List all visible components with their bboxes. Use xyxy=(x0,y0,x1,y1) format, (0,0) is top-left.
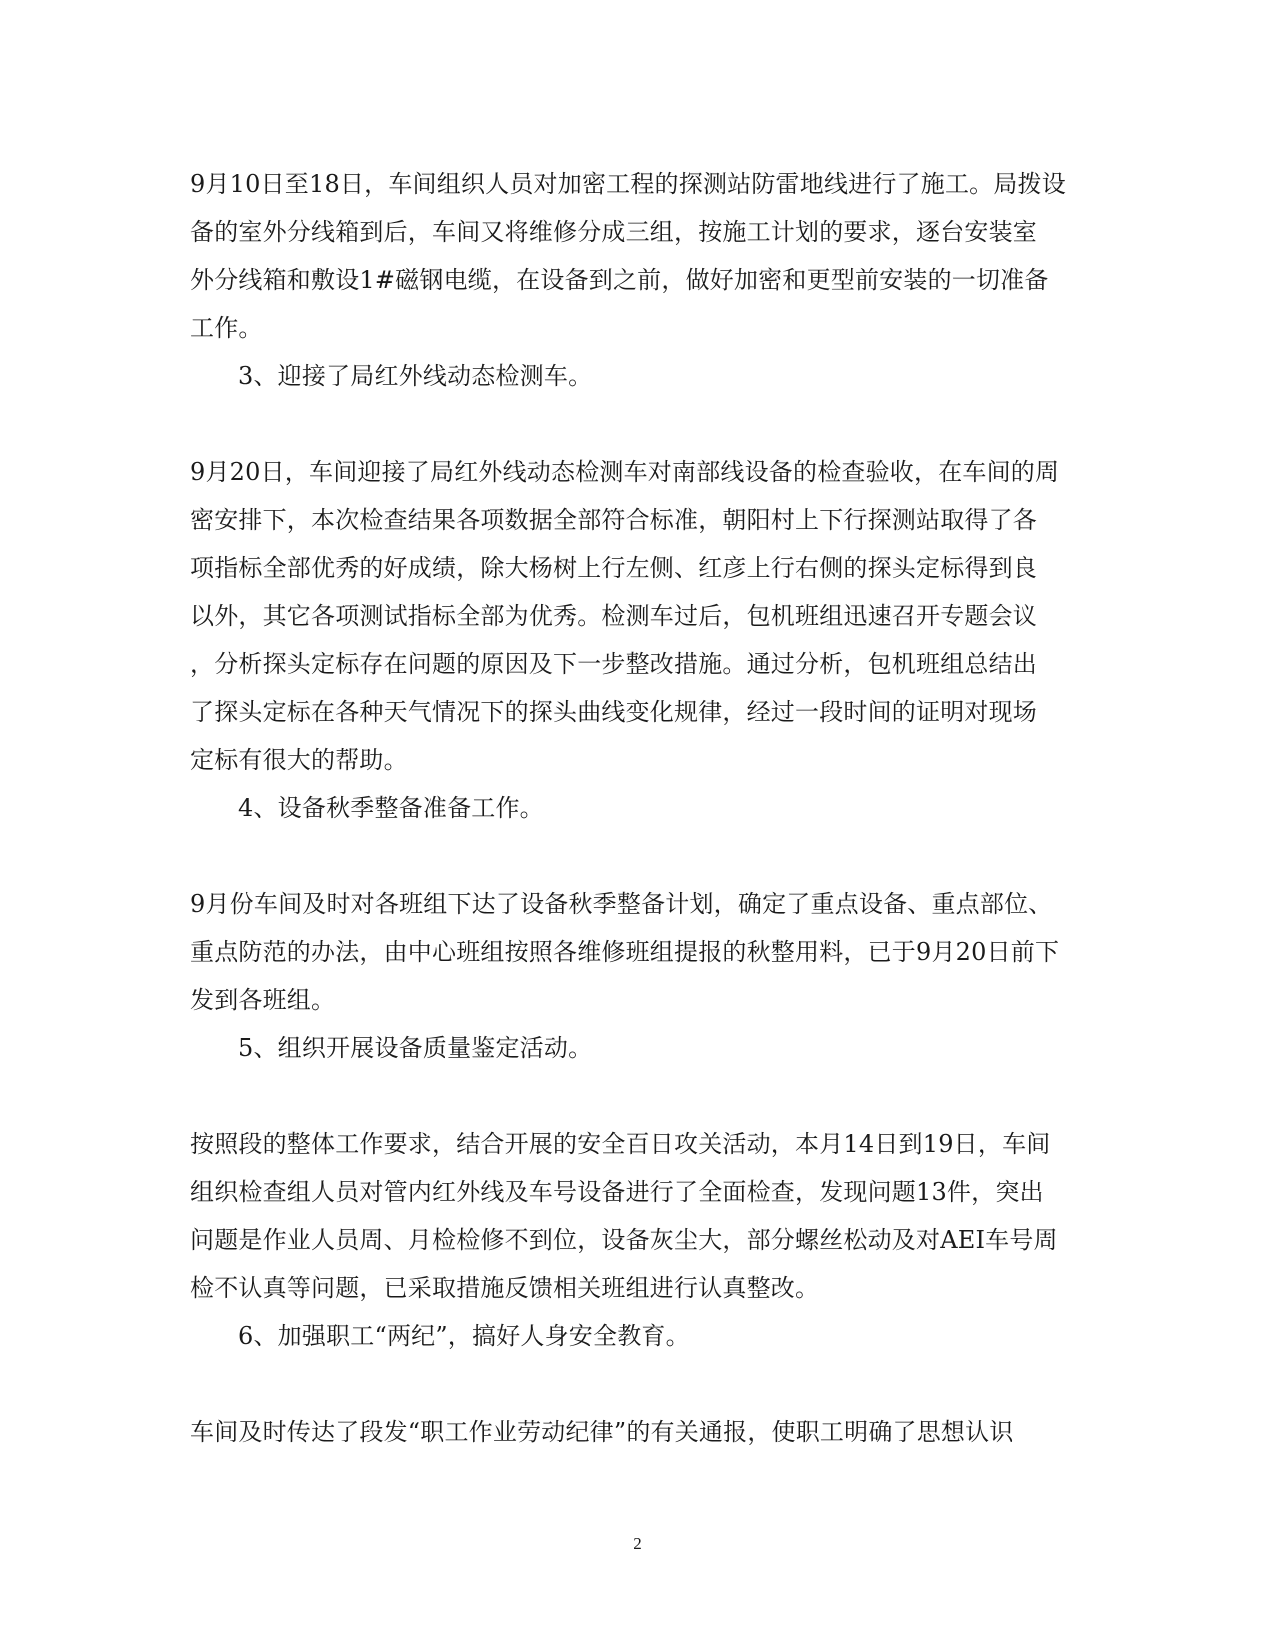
paragraph-line: 9月10日至18日，车间组织人员对加密工程的探测站防雷地线进行了施工。局拨设 xyxy=(190,170,1066,198)
paragraph-line: 工作。 xyxy=(190,314,263,342)
paragraph-line: 9月份车间及时对各班组下达了设备秋季整备计划，确定了重点设备、重点部位、 xyxy=(190,890,1053,918)
paragraph-line: 发到各班组。 xyxy=(190,986,336,1014)
paragraph xyxy=(190,448,1085,784)
paragraph xyxy=(190,880,1085,1024)
paragraph-line: 项指标全部优秀的好成绩，除大杨树上行左侧、红彦上行右侧的探头定标得到良 xyxy=(190,554,1037,582)
paragraph-line: 外分线箱和敷设1#磁钢电缆，在设备到之前，做好加密和更型前安装的一切准备 xyxy=(190,266,1049,294)
paragraph-line: 按照段的整体工作要求，结合开展的安全百日攻关活动，本月14日到19日，车间 xyxy=(190,1130,1051,1158)
paragraph-line: 密安排下，本次检查结果各项数据全部符合标准，朝阳村上下行探测站取得了各 xyxy=(190,506,1037,534)
paragraph-line: 检不认真等问题，已采取措施反馈相关班组进行认真整改。 xyxy=(190,1274,820,1302)
paragraph-line: 车间及时传达了段发“职工作业劳动纪律”的有关通报，使职工明确了思想认识 xyxy=(190,1418,1014,1446)
paragraph-line: 问题是作业人员周、月检检修不到位，设备灰尘大，部分螺丝松动及对AEI车号周 xyxy=(190,1226,1058,1254)
paragraph xyxy=(190,1408,1085,1456)
spacer xyxy=(190,1072,1085,1120)
paragraph-line: 9月20日，车间迎接了局红外线动态检测车对南部线设备的检查验收，在车间的周 xyxy=(190,458,1060,486)
spacer xyxy=(190,1360,1085,1408)
page-number: 2 xyxy=(633,1534,642,1553)
spacer xyxy=(190,832,1085,880)
section-heading: 6、加强职工“两纪”，搞好人身安全教育。 xyxy=(238,1322,690,1350)
paragraph-line: 重点防范的办法，由中心班组按照各维修班组提报的秋整用料，已于9月20日前下 xyxy=(190,938,1060,966)
section-heading: 3、迎接了局红外线动态检测车。 xyxy=(238,362,593,390)
spacer xyxy=(190,400,1085,448)
paragraph-line: 了探头定标在各种天气情况下的探头曲线变化规律，经过一段时间的证明对现场 xyxy=(190,698,1037,726)
paragraph-line: 备的室外分线箱到后，车间又将维修分成三组，按施工计划的要求，逐台安装室 xyxy=(190,218,1037,246)
paragraph-line: 以外，其它各项测试指标全部为优秀。检测车过后，包机班组迅速召开专题会议 xyxy=(190,602,1037,630)
document-body xyxy=(190,160,1085,1456)
paragraph-line: ，分析探头定标存在问题的原因及下一步整改措施。通过分析，包机班组总结出 xyxy=(190,650,1037,678)
section-heading: 4、设备秋季整备准备工作。 xyxy=(238,794,544,822)
paragraph xyxy=(190,160,1085,352)
paragraph-line: 组织检查组人员对管内红外线及车号设备进行了全面检查，发现问题13件，突出 xyxy=(190,1178,1044,1206)
section-heading: 5、组织开展设备质量鉴定活动。 xyxy=(238,1034,593,1062)
paragraph-line: 定标有很大的帮助。 xyxy=(190,746,408,774)
paragraph xyxy=(190,1120,1085,1312)
